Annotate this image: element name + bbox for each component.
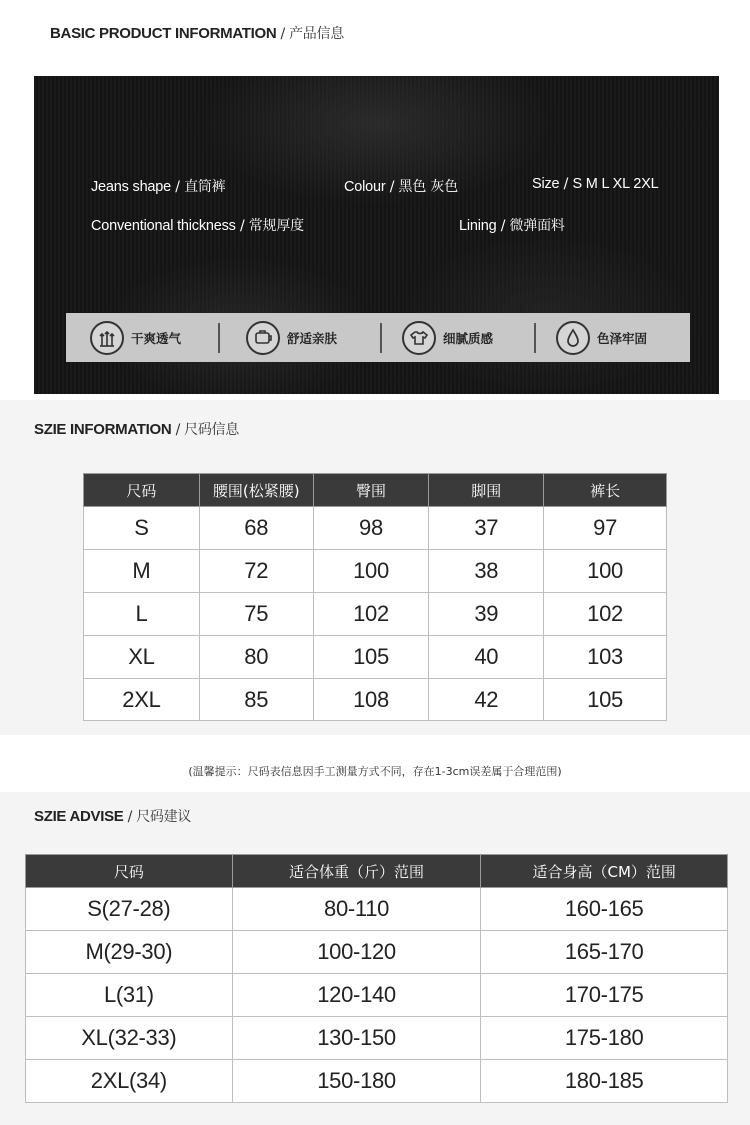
table-cell: L (84, 593, 200, 636)
title-separator: / (171, 422, 185, 438)
lining-value: 微弹面料 (509, 218, 565, 234)
feature-divider (218, 323, 220, 353)
lining-label: Lining (459, 218, 497, 234)
table-cell: 120-140 (232, 974, 481, 1017)
size-info-title-cn: 尺码信息 (184, 422, 239, 438)
table-cell: L(31) (26, 974, 233, 1017)
info-separator: / (235, 218, 249, 234)
info-separator: / (385, 179, 399, 195)
table-cell: 98 (313, 507, 429, 550)
size-info (532, 176, 658, 192)
table-row (84, 636, 667, 679)
jeans-shape-value: 直筒裤 (184, 179, 226, 195)
table-cell: 100 (313, 550, 429, 593)
table-cell: 105 (544, 679, 667, 721)
table-cell: 102 (313, 593, 429, 636)
table-row (84, 593, 667, 636)
table-row (26, 1017, 728, 1060)
table-cell: XL(32-33) (26, 1017, 233, 1060)
size-advise-header-row (26, 855, 728, 888)
table-row (84, 550, 667, 593)
table-row (26, 931, 728, 974)
jeans-shape-info (91, 176, 225, 196)
basic-info-title-en: BASIC PRODUCT INFORMATION (50, 25, 277, 42)
table-cell: 97 (544, 507, 667, 550)
size-info-title-en: SZIE INFORMATION (34, 421, 172, 438)
title-separator: / (123, 809, 137, 825)
info-separator: / (496, 218, 510, 234)
size-info-header-row (84, 474, 667, 507)
table-cell: 2XL (84, 679, 200, 721)
colour-info (344, 176, 458, 196)
info-separator: / (171, 179, 185, 195)
feature-label: 干爽透气 (131, 330, 182, 346)
thickness-info (91, 215, 304, 235)
table-cell: 130-150 (232, 1017, 481, 1060)
table-cell: 170-175 (481, 974, 728, 1017)
feature-breathable (90, 313, 181, 362)
thickness-value: 常规厚度 (248, 218, 304, 234)
table-cell: 180-185 (481, 1060, 728, 1103)
table-cell: 2XL(34) (26, 1060, 233, 1103)
colour-label: Colour (344, 179, 386, 195)
table-cell: XL (84, 636, 200, 679)
table-cell: 42 (429, 679, 544, 721)
header-height-range: 适合身高（CM）范围 (481, 855, 728, 888)
jeans-shape-label: Jeans shape (91, 179, 172, 195)
lining-info (459, 215, 565, 235)
table-cell: 75 (199, 593, 313, 636)
breathable-icon (90, 321, 124, 355)
feature-texture (402, 313, 493, 362)
table-cell: 100-120 (232, 931, 481, 974)
measurement-note: (温馨提示：尺码表信息因手工测量方式不同，存在1-3cm误差属于合理范围) (188, 765, 562, 778)
table-cell: 80 (199, 636, 313, 679)
table-cell: 38 (429, 550, 544, 593)
table-cell: 108 (313, 679, 429, 721)
size-advise-table (25, 854, 728, 1103)
feature-divider (534, 323, 536, 353)
table-row (26, 974, 728, 1017)
table-cell: 105 (313, 636, 429, 679)
table-cell: 175-180 (481, 1017, 728, 1060)
basic-info-title (50, 23, 344, 43)
header-size: 尺码 (26, 855, 233, 888)
feature-colorfast (556, 313, 647, 362)
table-cell: 72 (199, 550, 313, 593)
table-cell: M (84, 550, 200, 593)
size-advise-title-en: SZIE ADVISE (34, 808, 124, 825)
table-cell: 80-110 (232, 888, 481, 931)
table-cell: 102 (544, 593, 667, 636)
size-advise-title (34, 806, 191, 826)
header-waist: 腰围(松紧腰) (199, 474, 313, 507)
feature-label: 色泽牢固 (597, 330, 648, 346)
table-cell: 68 (199, 507, 313, 550)
size-advise-title-cn: 尺码建议 (136, 809, 192, 825)
feature-bar (66, 313, 690, 362)
skin-friendly-icon (246, 321, 280, 355)
header-length: 裤长 (544, 474, 667, 507)
basic-info-title-cn: 产品信息 (289, 26, 344, 42)
feature-label: 舒适亲肤 (287, 330, 338, 346)
size-label: Size (532, 176, 560, 192)
table-cell: S (84, 507, 200, 550)
table-cell: 103 (544, 636, 667, 679)
table-cell: 85 (199, 679, 313, 721)
size-info-title (34, 419, 239, 439)
texture-icon (402, 321, 436, 355)
table-cell: M(29-30) (26, 931, 233, 974)
header-weight-range: 适合体重（斤）范围 (232, 855, 481, 888)
table-row (26, 888, 728, 931)
feature-skin-friendly (246, 313, 337, 362)
table-cell: 160-165 (481, 888, 728, 931)
table-cell: 100 (544, 550, 667, 593)
header-hip: 臀围 (313, 474, 429, 507)
table-cell: 37 (429, 507, 544, 550)
feature-divider (380, 323, 382, 353)
colour-value: 黑色 灰色 (398, 179, 458, 195)
title-separator: / (276, 26, 290, 42)
table-cell: 165-170 (481, 931, 728, 974)
table-row (84, 507, 667, 550)
table-cell: 150-180 (232, 1060, 481, 1103)
table-cell: 40 (429, 636, 544, 679)
table-row (84, 679, 667, 721)
product-info-panel (34, 76, 719, 394)
feature-label: 细腻质感 (443, 330, 494, 346)
header-leg-opening: 脚围 (429, 474, 544, 507)
size-value: S M L XL 2XL (572, 176, 659, 192)
colorfast-drop-icon (556, 321, 590, 355)
thickness-label: Conventional thickness (91, 218, 236, 234)
size-info-table (83, 473, 667, 721)
info-separator: / (559, 176, 573, 192)
header-size: 尺码 (84, 474, 200, 507)
table-row (26, 1060, 728, 1103)
table-cell: S(27-28) (26, 888, 233, 931)
table-cell: 39 (429, 593, 544, 636)
